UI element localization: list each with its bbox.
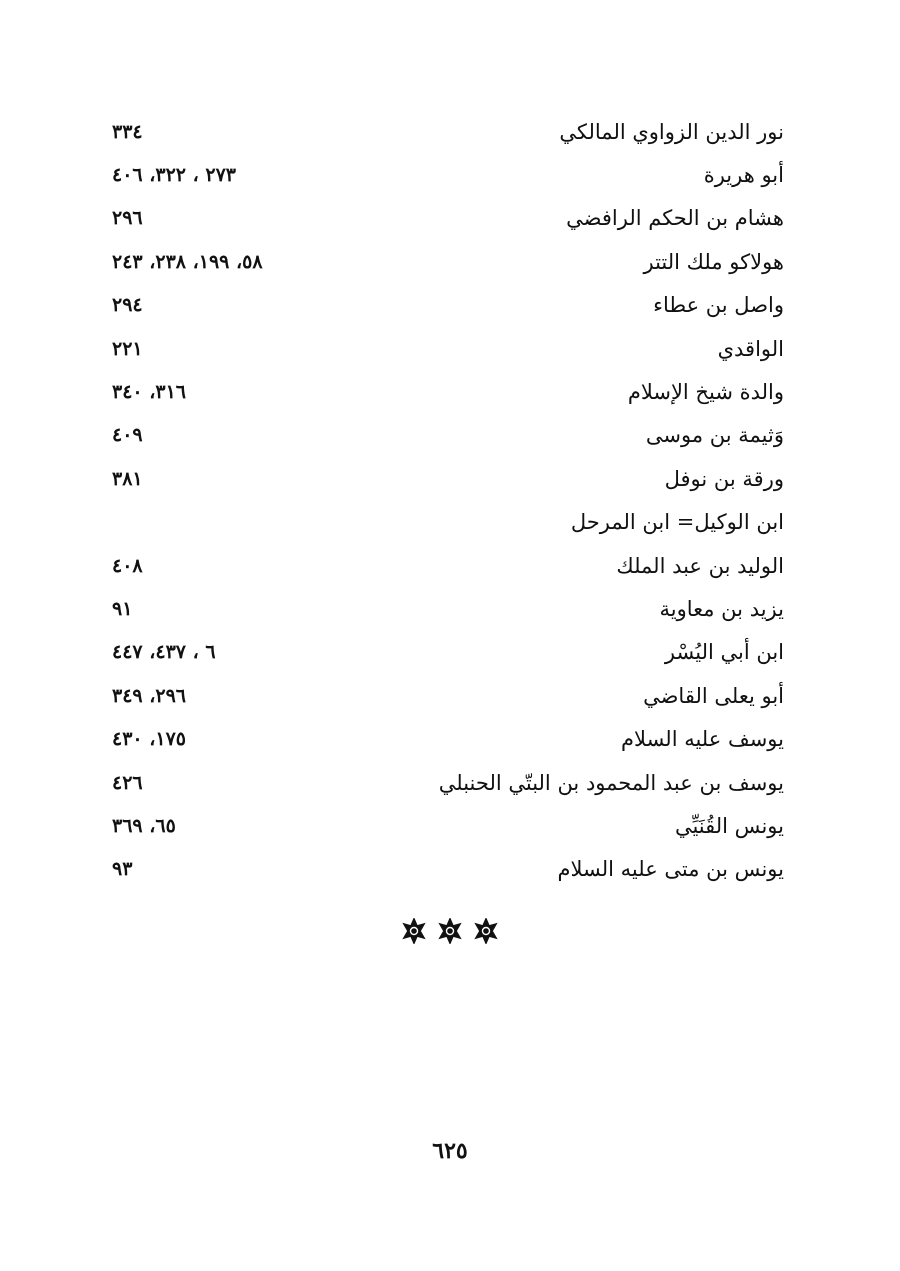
entry-name: والدة شيخ الإسلام [627, 380, 784, 405]
entry-name: هولاكو ملك التتر [643, 249, 784, 274]
entry-pages: ٣١٦، ٣٤٠ [112, 381, 186, 404]
entry-pages: ٦٥، ٣٦٩ [112, 814, 176, 837]
page-number: ٦٢٥ [432, 1138, 468, 1164]
entry-pages: ٩٣ [112, 858, 133, 881]
star-flower-icon [401, 918, 427, 944]
entry-name: واصل بن عطاء [653, 293, 784, 318]
entry-pages: ٤٠٨ [112, 554, 143, 577]
star-flower-icon [473, 918, 499, 944]
index-entry [112, 240, 784, 283]
entry-name: أبو يعلى القاضي [643, 683, 784, 708]
entry-pages: ٢٩٦ [112, 207, 143, 230]
index-entry [112, 544, 784, 587]
entry-name: يونس القُنَيِّي [674, 813, 784, 838]
entry-pages: ٢٩٤ [112, 294, 143, 317]
entry-pages: ٤٠٩ [112, 424, 143, 447]
entry-name: يزيد بن معاوية [659, 596, 784, 621]
entry-name: يوسف عليه السلام [621, 727, 784, 752]
index-entry [112, 153, 784, 196]
index-entry [112, 761, 784, 804]
section-end-ornaments [0, 918, 900, 944]
index-entry [112, 197, 784, 240]
index-entry [112, 327, 784, 370]
entry-name: ابن أبي اليُسْر [664, 640, 784, 665]
entry-name: يونس بن متى عليه السلام [557, 857, 784, 882]
entry-name: وَثيمة بن موسى [645, 423, 784, 448]
entry-pages: ١٧٥، ٤٣٠ [112, 728, 186, 751]
entry-name: الوليد بن عبد الملك [616, 553, 784, 578]
entry-pages: ٥٨، ١٩٩، ٢٣٨، ٢٤٣ [112, 250, 263, 273]
index-entry [112, 284, 784, 327]
entry-name: الواقدي [717, 336, 784, 361]
entry-name: ابن الوكيل= ابن المرحل [570, 510, 784, 535]
entry-pages: ٣٣٤ [112, 120, 143, 143]
entry-pages: ٢٩٦، ٣٤٩ [112, 684, 186, 707]
index-entry [112, 457, 784, 500]
index-entry [112, 674, 784, 717]
index-entry [112, 370, 784, 413]
index-entry [112, 804, 784, 847]
index-entry [112, 717, 784, 760]
entry-pages: ٣٨١ [112, 467, 143, 490]
entry-name: ورقة بن نوفل [664, 466, 784, 491]
index-entry [112, 848, 784, 891]
index-entry [112, 631, 784, 674]
star-flower-icon [437, 918, 463, 944]
index-entry [112, 501, 784, 544]
entry-pages: ٩١ [112, 597, 133, 620]
entry-pages: ٦ ، ٤٣٧، ٤٤٧ [112, 641, 216, 664]
entry-name: نور الدين الزواوي المالكي [559, 119, 784, 144]
entry-pages: ٤٢٦ [112, 771, 143, 794]
index-entry [112, 414, 784, 457]
entry-pages: ٢٢١ [112, 337, 143, 360]
entry-name: هشام بن الحكم الرافضي [566, 206, 784, 231]
index-entry [112, 587, 784, 630]
entry-pages: ٢٧٣ ، ٣٢٢، ٤٠٦ [112, 164, 236, 187]
entry-name: أبو هريرة [703, 163, 784, 188]
index-entry [112, 110, 784, 153]
name-index-list [112, 110, 784, 891]
entry-name: يوسف بن عبد المحمود بن البتّي الحنبلي [438, 770, 784, 795]
